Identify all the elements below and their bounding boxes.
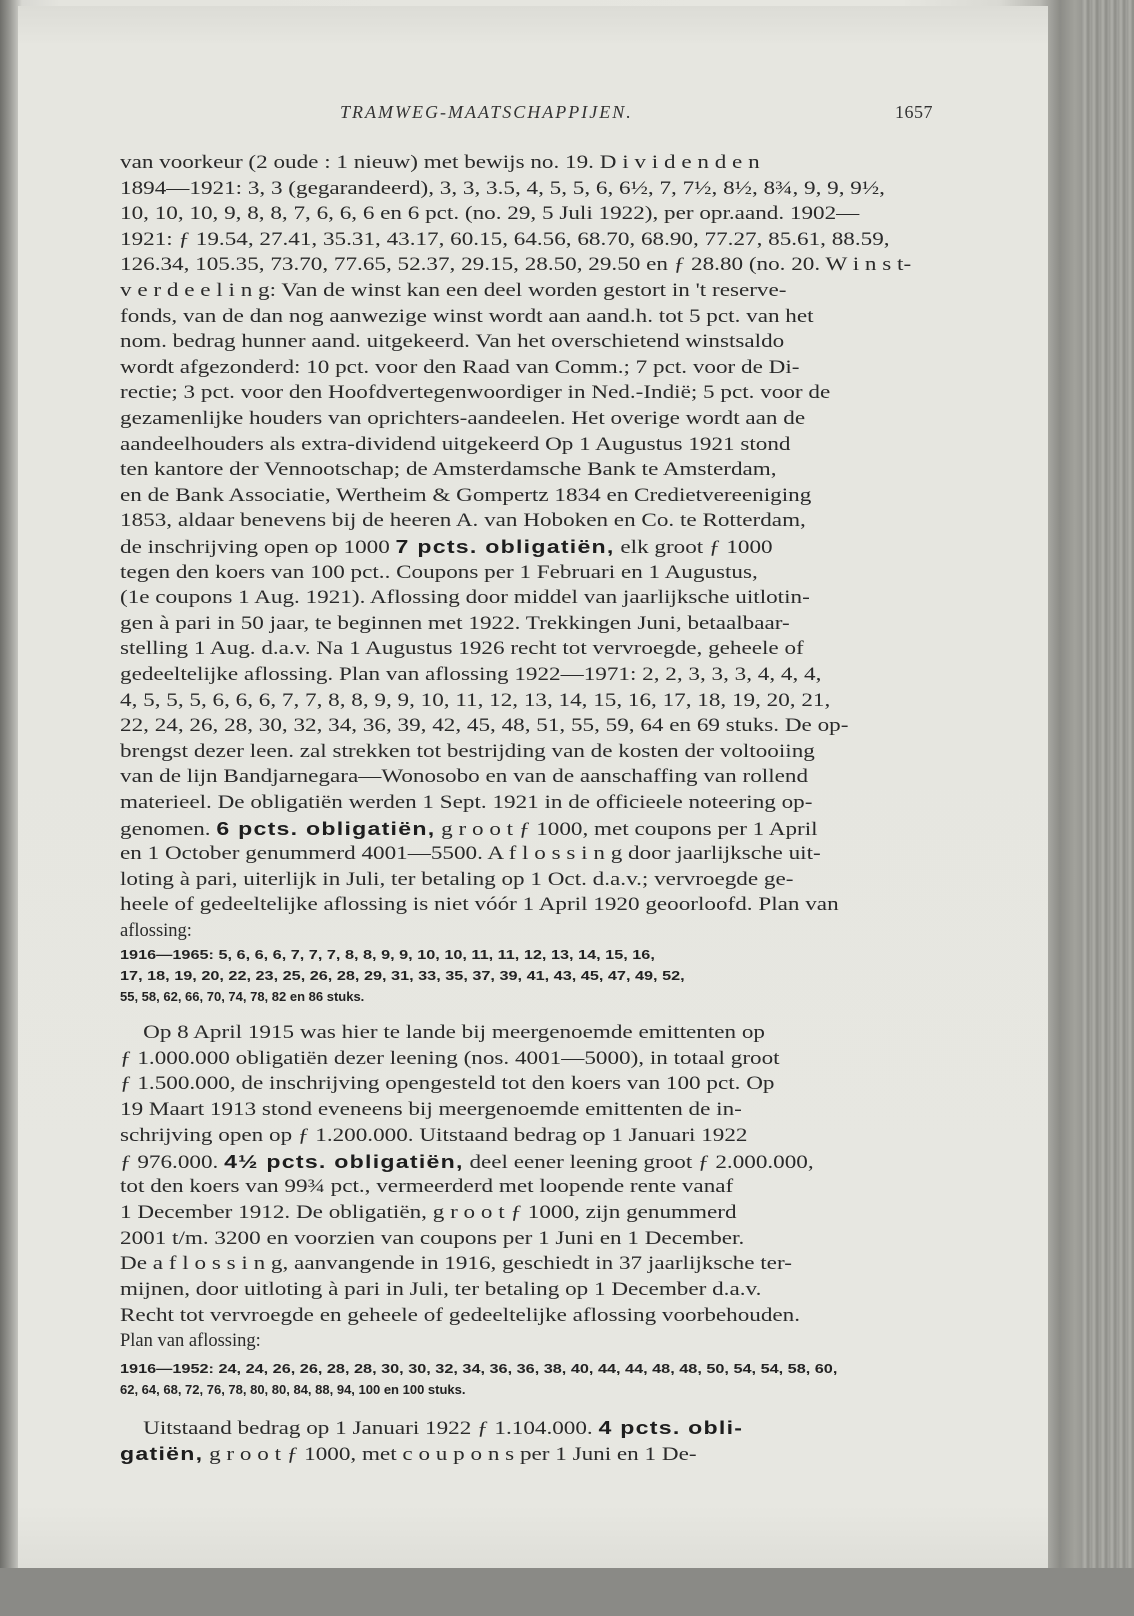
text-segment: tegen den koers van 100 pct.. Coupons per 1 Februari en 1 Augustus,: [120, 562, 758, 583]
running-title: TRAMWEG-MAATSCHAPPIJEN.: [340, 102, 633, 122]
text-line: [0, 764, 1100, 790]
text-line: [0, 278, 1100, 304]
text-segment: 4, 5, 5, 5, 6, 6, 6, 7, 7, 8, 8, 9, 9, 10, 11, 12, 13, 14, 15, 16, 17, 18, 19, 20, 21,: [120, 690, 831, 711]
bond-heading: 7 pcts. obligatiën,: [395, 536, 615, 557]
text-segment: ƒ 1.000.000 obligatiën dezer leening (nos. 4001—5000), in totaal groot: [120, 1048, 780, 1069]
text-line: [0, 176, 1100, 202]
text-segment: en 1 October genummerd 4001—5500. A f l o s s i n g door jaarlijksche uit-: [120, 844, 821, 865]
text-line: [0, 534, 1100, 560]
text-segment: ten kantore der Vennootschap; de Amsterdamsche Bank te Amsterdam,: [120, 460, 777, 481]
text-segment: ƒ 1.500.000, de inschrijving opengesteld tot den koers van 100 pct. Op: [120, 1074, 775, 1095]
text-line: [0, 201, 1100, 227]
text-segment: elk groot ƒ 1000: [614, 538, 773, 558]
text-line: [0, 1071, 1100, 1097]
text-segment: rectie; 3 pct. voor den Hoofdvertegenwoordiger in Ned.-Indië; 5 pct. voor de: [120, 383, 831, 404]
text-line: [0, 1149, 1100, 1175]
text-segment: gen à pari in 50 jaar, te beginnen met 1922. Trekkingen Juni, betaalbaar-: [120, 613, 790, 634]
text-line: [0, 892, 1100, 918]
text-segment: De a f l o s s i n g, aanvangende in 1916, geschiedt in 37 jaarlijksche ter-: [120, 1254, 792, 1275]
text-segment: wordt afgezonderd: 10 pct. voor den Raad van Comm.; 7 pct. voor de Di-: [120, 357, 800, 378]
text-segment: van voorkeur (2 oude : 1 nieuw) met bewijs no. 19. D i v i d e n d e n: [120, 153, 760, 173]
text-line: [0, 688, 1100, 714]
text-line: [0, 1046, 1100, 1072]
text-segment: 10, 10, 10, 9, 8, 8, 7, 6, 6, 6 en 6 pct. (no. 29, 5 Juli 1922), per opr.aand. 1902—: [120, 204, 860, 225]
text-line: [0, 713, 1100, 739]
text-segment: Plan van aflossing:: [120, 1331, 261, 1352]
redemption-table-line: [0, 944, 1100, 966]
text-line: [0, 790, 1100, 816]
text-line: [0, 508, 1100, 534]
text-line: [0, 1200, 1100, 1226]
text-line: [0, 739, 1100, 765]
text-line: [0, 918, 1100, 944]
text-segment: en de Bank Associatie, Wertheim & Gompertz 1834 en Credietvereeniging: [120, 485, 812, 506]
text-segment: aandeelhouders als extra-dividend uitgekeerd Op 1 Augustus 1921 stond: [120, 434, 791, 455]
text-line: [0, 432, 1100, 458]
text-line: [0, 867, 1100, 893]
text-line: [0, 252, 1100, 278]
text-segment: Op 8 April 1915 was hier te lande bij meergenoemde emittenten op: [120, 1023, 765, 1043]
text-line: [0, 355, 1100, 381]
text-line: [0, 329, 1100, 355]
text-line: [0, 1277, 1100, 1303]
page-number: 1657: [895, 102, 933, 122]
text-segment: 1916—1952: 24, 24, 26, 26, 28, 28, 30, 30, 32, 34, 36, 36, 38, 40, 44, 44, 48, 48, 50, 54, 54, 58, 60,: [120, 1361, 838, 1376]
redemption-table-line: [0, 986, 1100, 1008]
text-segment: de inschrijving open op 1000: [120, 538, 396, 558]
text-line: [0, 406, 1100, 432]
text-segment: mijnen, door uitloting à pari in Juli, ter betaling op 1 December d.a.v.: [120, 1280, 762, 1300]
text-line: [0, 1174, 1100, 1200]
redemption-table-line: [0, 965, 1100, 987]
text-line: [0, 611, 1100, 637]
text-segment: heele of gedeeltelijke aflossing is niet vóór 1 April 1920 geoorloofd. Plan van: [120, 895, 839, 916]
text-segment: stelling 1 Aug. d.a.v. Na 1 Augustus 1926 recht tot vervroegde, geheele of: [120, 639, 804, 660]
text-segment: aflossing:: [120, 921, 192, 941]
text-line: [0, 1328, 1100, 1354]
text-line: [0, 1303, 1100, 1329]
text-line: [0, 585, 1100, 611]
text-line: [0, 560, 1100, 586]
text-segment: 1916—1965: 5, 6, 6, 6, 7, 7, 7, 8, 8, 9, 9, 10, 10, 11, 11, 12, 13, 14, 15, 16,: [120, 947, 655, 962]
text-segment: 62, 64, 68, 72, 76, 78, 80, 80, 84, 88, 94, 100 en 100 stuks.: [120, 1382, 466, 1397]
text-segment: loting à pari, uiterlijk in Juli, ter betaling op 1 Oct. d.a.v.; vervroegde ge-: [120, 869, 794, 890]
redemption-table-line: [0, 1379, 1100, 1401]
text-segment: 1894—1921: 3, 3 (gegarandeerd), 3, 3, 3.5, 4, 5, 5, 6, 6½, 7, 7½, 8½, 8¾, 9, 9, 9½,: [120, 178, 885, 199]
text-segment: g r o o t ƒ 1000, met c o u p o n s per 1 Juni en 1 De-: [203, 1445, 697, 1465]
text-line: [0, 1097, 1100, 1123]
text-segment: 1 December 1912. De obligatiën, g r o o t ƒ 1000, zijn genummerd: [120, 1202, 737, 1223]
text-segment: nom. bedrag hunner aand. uitgekeerd. Van het overschietend winstsaldo: [120, 332, 785, 353]
text-line: [0, 1415, 1100, 1441]
text-segment: brengst dezer leen. zal strekken tot bestrijding van de kosten der voltooiing: [120, 741, 815, 762]
text-segment: 126.34, 105.35, 73.70, 77.65, 52.37, 29.15, 28.50, 29.50 en ƒ 28.80 (no. 20. W i n s t-: [120, 255, 912, 276]
text-segment: ƒ 976.000.: [120, 1152, 225, 1173]
text-segment: 1853, aldaar benevens bij de heeren A. van Hoboken en Co. te Rotterdam,: [120, 511, 806, 532]
text-segment: fonds, van de dan nog aanwezige winst wordt aan aand.h. tot 5 pct. van het: [120, 306, 814, 327]
text-segment: materieel. De obligatiën werden 1 Sept. 1921 in de officieele noteering op-: [120, 793, 813, 813]
text-line: [0, 150, 1100, 176]
text-segment: Recht tot vervroegde en geheele of gedeeltelijke aflossing voorbehouden.: [120, 1305, 801, 1326]
text-line: [0, 457, 1100, 483]
bond-heading: 4½ pcts. obligatiën,: [224, 1150, 464, 1172]
text-segment: gedeeltelijke aflossing. Plan van aflossing 1922—1971: 2, 2, 3, 3, 3, 4, 4, 4,: [120, 665, 822, 685]
text-line: [0, 841, 1100, 867]
text-line: [0, 1441, 1100, 1467]
text-segment: 22, 24, 26, 28, 30, 32, 34, 36, 39, 42, 45, 48, 51, 55, 59, 64 en 69 stuks. De op-: [120, 716, 849, 737]
text-line: [0, 483, 1100, 509]
text-segment: 1921: ƒ 19.54, 27.41, 35.31, 43.17, 60.15, 64.56, 68.70, 68.90, 77.27, 85.61, 88.59,: [120, 229, 890, 250]
text-segment: 19 Maart 1913 stond eveneens bij meergenoemde emittenten de in-: [120, 1100, 742, 1121]
text-line: [0, 1226, 1100, 1252]
bond-heading: 6 pcts. obligatiën,: [216, 817, 436, 839]
text-segment: van de lijn Bandjarnegara—Wonosobo en van de aanschaffing van rollend: [120, 767, 809, 788]
text-segment: schrijving open op ƒ 1.200.000. Uitstaand bedrag op 1 Januari 1922: [120, 1125, 748, 1146]
text-segment: g r o o t ƒ 1000, met coupons per 1 April: [435, 819, 818, 840]
text-line: [0, 1123, 1100, 1149]
text-segment: (1e coupons 1 Aug. 1921). Aflossing door middel van jaarlijksche uitlotin-: [120, 588, 810, 609]
text-segment: tot den koers van 99¾ pct., vermeerderd met loopende rente vanaf: [120, 1177, 734, 1198]
bond-heading: gatiën,: [120, 1443, 204, 1464]
text-segment: 2001 t/m. 3200 en voorzien van coupons per 1 Juni en 1 December.: [120, 1228, 745, 1249]
text-line: [0, 1020, 1100, 1046]
text-segment: 17, 18, 19, 20, 22, 23, 25, 26, 28, 29, 31, 33, 35, 37, 39, 41, 43, 45, 47, 49, 52,: [120, 968, 685, 983]
text-line: [0, 304, 1100, 330]
text-segment: Uitstaand bedrag op 1 Januari 1922 ƒ 1.104.000.: [120, 1419, 599, 1439]
text-segment: v e r d e e l i n g: Van de winst kan een deel worden gestort in 't reserve-: [120, 281, 787, 301]
bond-heading: 4 pcts. obli-: [598, 1417, 744, 1438]
text-segment: deel eener leening groot ƒ 2.000.000,: [463, 1152, 814, 1173]
text-segment: gezamenlijke houders van oprichters-aandeelen. Het overige wordt aan de: [120, 409, 806, 429]
text-line: [0, 227, 1100, 253]
text-segment: 55, 58, 62, 66, 70, 74, 78, 82 en 86 stuks.: [120, 989, 365, 1004]
redemption-table-line: [0, 1358, 1100, 1380]
text-line: [0, 816, 1100, 842]
text-line: [0, 662, 1100, 688]
text-line: [0, 380, 1100, 406]
text-line: [0, 1251, 1100, 1277]
text-line: [0, 636, 1100, 662]
text-segment: genomen.: [120, 819, 217, 840]
